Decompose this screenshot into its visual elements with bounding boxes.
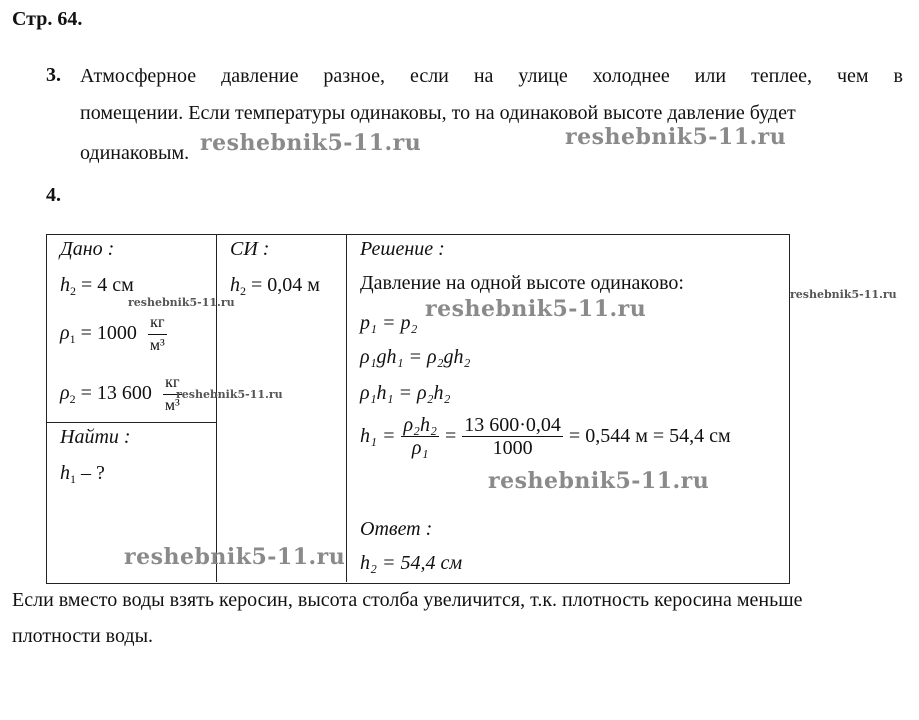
table-divider-1 — [216, 234, 217, 582]
given-rho2: $\rho_2 = 13$ 600 $\frac{кг}{\text{м³}}$ — [60, 374, 180, 414]
equation-3: ρ₁h₁ = ρ₂h₂ — [360, 382, 451, 404]
given-rho1: $\rho_1 = 1000$ $\frac{кг}{\text{м³}}$ — [60, 314, 165, 354]
given-header: Дано : — [60, 238, 115, 260]
watermark-small-2: reshebnik5-11.ru — [790, 288, 897, 301]
watermark-5: reshebnik5-11.ru — [124, 544, 346, 570]
task3-number: 3. — [46, 64, 61, 86]
find-header: Найти : — [60, 426, 131, 448]
equation-1: p₁ = p₂ — [360, 312, 418, 334]
watermark-1: reshebnik5-11.ru — [200, 130, 422, 156]
answer-value: h₂ = 54,4 см — [360, 552, 463, 574]
solution-header: Решение : — [360, 238, 445, 260]
conclusion-line2: плотности воды. — [12, 625, 154, 647]
watermark-small-1: reshebnik5-11.ru — [128, 296, 235, 309]
equation-4: h₁ = $\frac{\text{ρ₂h₂}}{\text{ρ₁}}$ = $\frac{13 600\cdot 0,04}{1000}$ = 0,544 м = 54,4 см — [360, 414, 731, 459]
table-divider-given-find — [46, 422, 217, 423]
watermark-4: reshebnik5-11.ru — [488, 468, 710, 494]
task3-line2: помещении. Если температуры одинаковы, то на одинаковой высоте давление будет — [80, 102, 796, 124]
task4-number: 4. — [46, 184, 61, 206]
find-h1: $h_1$ – ? — [60, 462, 105, 486]
si-h2: $h_2 = 0,04$ м — [230, 274, 320, 298]
watermark-small-3: reshebnik5-11.ru — [176, 388, 283, 401]
watermark-2: reshebnik5-11.ru — [565, 124, 787, 150]
equation-2: ρ₁gh₁ = ρ₂gh₂ — [360, 346, 471, 368]
page-title: Стр. 64. — [12, 8, 83, 30]
watermark-3: reshebnik5-11.ru — [425, 296, 647, 322]
task3-line3: одинаковым. — [80, 142, 190, 164]
conclusion-line1: Если вместо воды взять керосин, высота столба увеличится, т.к. плотность керосина меньше — [12, 589, 803, 611]
table-divider-2 — [346, 234, 347, 582]
solution-text: Давление на одной высоте одинаково: — [360, 272, 684, 294]
task3-line1: Атмосферное давление разное, если на улице холоднее или теплее, чем в — [80, 65, 903, 87]
answer-header: Ответ : — [360, 518, 433, 540]
si-header: СИ : — [230, 238, 270, 260]
given-h2: $h_2 = 4$ см — [60, 274, 134, 298]
